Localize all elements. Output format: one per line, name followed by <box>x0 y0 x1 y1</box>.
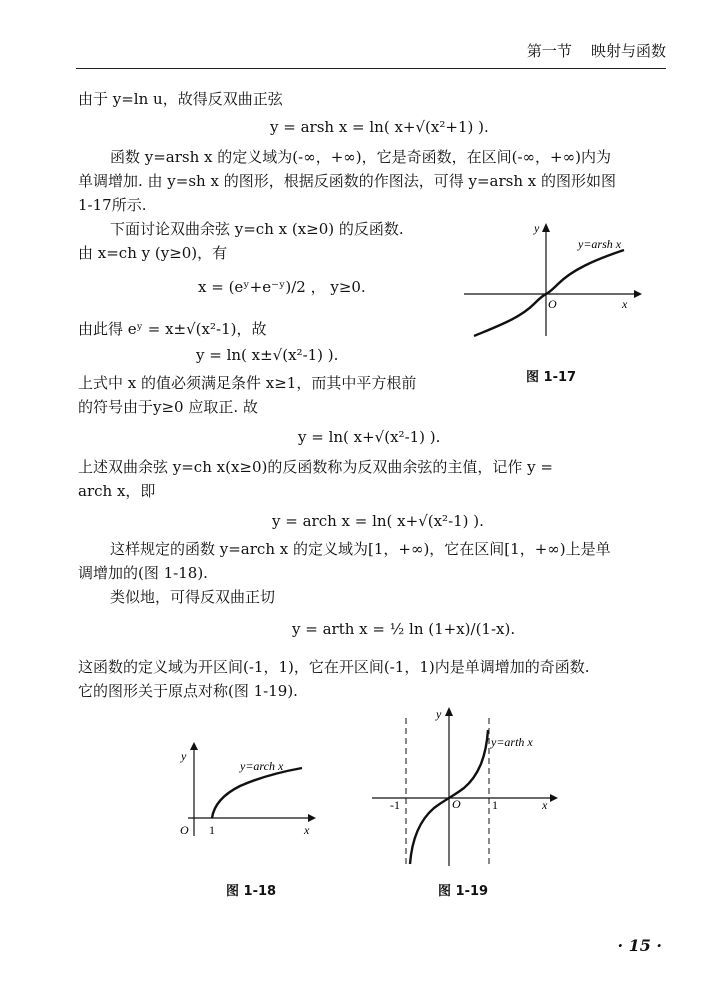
text-line: 这样规定的函数 y=arch x 的定义域为[1，+∞)，它在区间[1，+∞)上是单 <box>110 540 611 558</box>
text-line: 函数 y=arsh x 的定义域为(-∞，+∞)，它是奇函数，在区间(-∞，+∞)内为 <box>110 148 611 166</box>
text-line: 单调增加. 由 y=sh x 的图形，根据反函数的作图法，可得 y=arsh x 的图形如图 <box>78 172 616 190</box>
x-axis-arrow <box>634 290 642 298</box>
figure-caption-1-17: 图 1-17 <box>526 370 577 385</box>
y-axis-arrow <box>542 223 550 232</box>
x-axis-arrow <box>550 794 558 802</box>
header-title: 映射与函数 <box>590 42 666 60</box>
curve-label: y=arsh x <box>578 237 622 251</box>
text-line: 上述双曲余弦 y=ch x(x≥0)的反函数称为反双曲余弦的主值，记作 y = <box>78 458 553 476</box>
axis-y-label: y <box>534 221 540 235</box>
text-line: 调增加的(图 1-18). <box>78 564 208 582</box>
figure-1-18 <box>174 738 324 848</box>
text-line: 类似地，可得反双曲正切 <box>110 588 276 606</box>
text-line: 1-17所示. <box>78 196 147 214</box>
curve-label: y=arch x <box>240 759 284 773</box>
page-number: · 15 · <box>617 936 662 955</box>
tick-label-neg1: -1 <box>390 798 400 812</box>
text-line: 下面讨论双曲余弦 y=ch x (x≥0) 的反函数. <box>110 220 404 238</box>
equation-arsh: y = arsh x = ln( x+√(x²+1) ). <box>270 118 489 136</box>
running-header <box>527 40 666 61</box>
origin-label: O <box>180 823 189 837</box>
equation-arth: y = arth x = ½ ln (1+x)/(1-x). <box>292 620 516 638</box>
origin-label: O <box>548 297 557 311</box>
figure-1-17 <box>458 218 648 343</box>
axis-y-label: y <box>181 749 187 763</box>
text-line: 的符号由于y≥0 应取正. 故 <box>78 398 258 416</box>
x-axis-arrow <box>308 814 316 822</box>
text-line: 它的图形关于原点对称(图 1-19). <box>78 682 298 700</box>
curve-arch <box>212 768 302 818</box>
header-rule <box>76 68 666 69</box>
equation-plus: y = ln( x+√(x²-1) ). <box>298 428 441 446</box>
equation-pm: y = ln( x±√(x²-1) ). <box>196 346 339 364</box>
curve-arsh <box>474 250 624 336</box>
text-line: 由于 y=ln u，故得反双曲正弦 <box>78 90 283 108</box>
equation-arch: y = arch x = ln( x+√(x²-1) ). <box>272 512 484 530</box>
equation-cosh: x = (eʸ+e⁻ʸ)/2 ， y≥0. <box>198 278 366 296</box>
figure-1-19 <box>366 702 562 870</box>
figure-caption-1-18: 图 1-18 <box>226 884 277 899</box>
text-line: arch x，即 <box>78 482 156 500</box>
text-line: 由 x=ch y (y≥0)，有 <box>78 244 228 262</box>
axis-y-label: y <box>436 707 442 721</box>
axis-x-label: x <box>304 823 310 837</box>
y-axis-arrow <box>190 742 198 750</box>
axis-x-label: x <box>622 297 628 311</box>
text-line: 这函数的定义域为开区间(-1，1)，它在开区间(-1，1)内是单调增加的奇函数. <box>78 658 590 676</box>
curve-label: y=arth x <box>491 735 533 749</box>
y-axis-arrow <box>445 707 453 716</box>
figure-caption-1-19: 图 1-19 <box>438 884 489 899</box>
header-section: 第一节 <box>526 42 572 60</box>
origin-label: O <box>452 797 461 811</box>
tick-label-1: 1 <box>492 798 498 812</box>
axis-x-label: x <box>542 798 548 812</box>
tick-label-1: 1 <box>209 823 215 837</box>
text-line: 由此得 eʸ = x±√(x²-1)，故 <box>78 320 267 338</box>
text-line: 上式中 x 的值必须满足条件 x≥1，而其中平方根前 <box>78 374 417 392</box>
